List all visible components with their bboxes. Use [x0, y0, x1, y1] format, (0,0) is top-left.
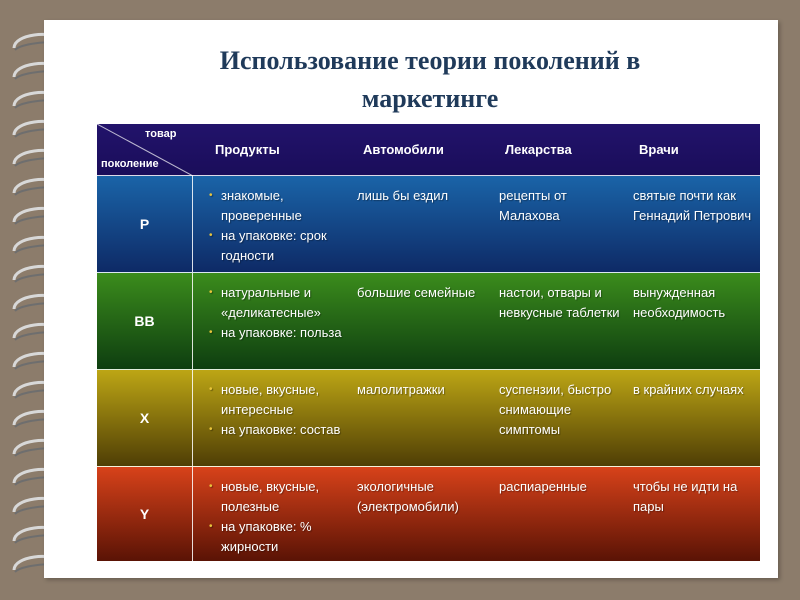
table-row [97, 467, 760, 561]
products-cell [201, 273, 349, 369]
medicine-cell: суспензии, быстро снимающие симптомы [499, 382, 612, 437]
bullet-text: знакомые, проверенные [221, 188, 302, 223]
bullet-icon: • [209, 287, 213, 298]
corner-label-generation: поколение [101, 158, 159, 170]
bullet-icon: • [209, 384, 213, 395]
list-item [209, 477, 345, 517]
doctors-cell: святые почти как Геннадий Петрович [633, 188, 752, 223]
generations-table [97, 124, 760, 561]
corner-label-product: товар [145, 128, 177, 140]
products-cell [201, 370, 349, 466]
title-line-2: маркетинге [361, 84, 499, 113]
list-item [209, 323, 345, 343]
page-title [100, 42, 760, 118]
bullet-text: на упаковке: срок годности [221, 228, 327, 263]
products-cell [201, 467, 349, 561]
column-header-medicine: Лекарства [505, 142, 572, 157]
list-item [209, 226, 345, 266]
products-cell [201, 176, 349, 272]
generation-label: Р [97, 176, 193, 272]
bullet-icon: • [209, 481, 213, 492]
generation-label: Y [97, 467, 193, 561]
bullet-icon: • [209, 190, 213, 201]
table-row [97, 370, 760, 467]
bullet-text: натуральные и «деликатесные» [221, 285, 321, 320]
table-row [97, 176, 760, 273]
column-header-doctors: Врачи [639, 142, 679, 157]
medicine-cell: рецепты от Малахова [499, 188, 567, 223]
medicine-cell: распиаренные [499, 479, 587, 494]
list-item [209, 380, 345, 420]
bullet-icon: • [209, 327, 213, 338]
list-item [209, 420, 345, 440]
cars-cell: большие семейные [357, 285, 476, 300]
doctors-cell: в крайних случаях [633, 382, 744, 397]
column-header-cars: Автомобили [363, 142, 444, 157]
table-row [97, 273, 760, 370]
doctors-cell: чтобы не идти на пары [633, 479, 738, 514]
bullet-icon: • [209, 521, 213, 532]
bullet-icon: • [209, 424, 213, 435]
cars-cell: лишь бы ездил [357, 188, 449, 203]
list-item [209, 283, 345, 323]
bullet-text: на упаковке: состав [221, 422, 341, 437]
title-line-1: Использование теории поколений в [219, 46, 641, 75]
bullet-text: новые, вкусные, интересные [221, 382, 320, 417]
cars-cell: малолитражки [357, 382, 445, 397]
column-header-products: Продукты [215, 142, 280, 157]
table-header-row [97, 124, 760, 176]
bullet-text: на упаковке: % жирности [221, 519, 312, 554]
generation-label: Х [97, 370, 193, 466]
medicine-cell: настои, отвары и невкусные таблетки [499, 285, 620, 320]
list-item [209, 517, 345, 557]
list-item [209, 186, 345, 226]
cars-cell: экологичные (электромобили) [357, 479, 459, 514]
bullet-text: новые, вкусные, полезные [221, 479, 320, 514]
doctors-cell: вынужденная необходимость [633, 285, 726, 320]
generation-label: ВВ [97, 273, 193, 369]
bullet-text: на упаковке: польза [221, 325, 342, 340]
bullet-icon: • [209, 230, 213, 241]
